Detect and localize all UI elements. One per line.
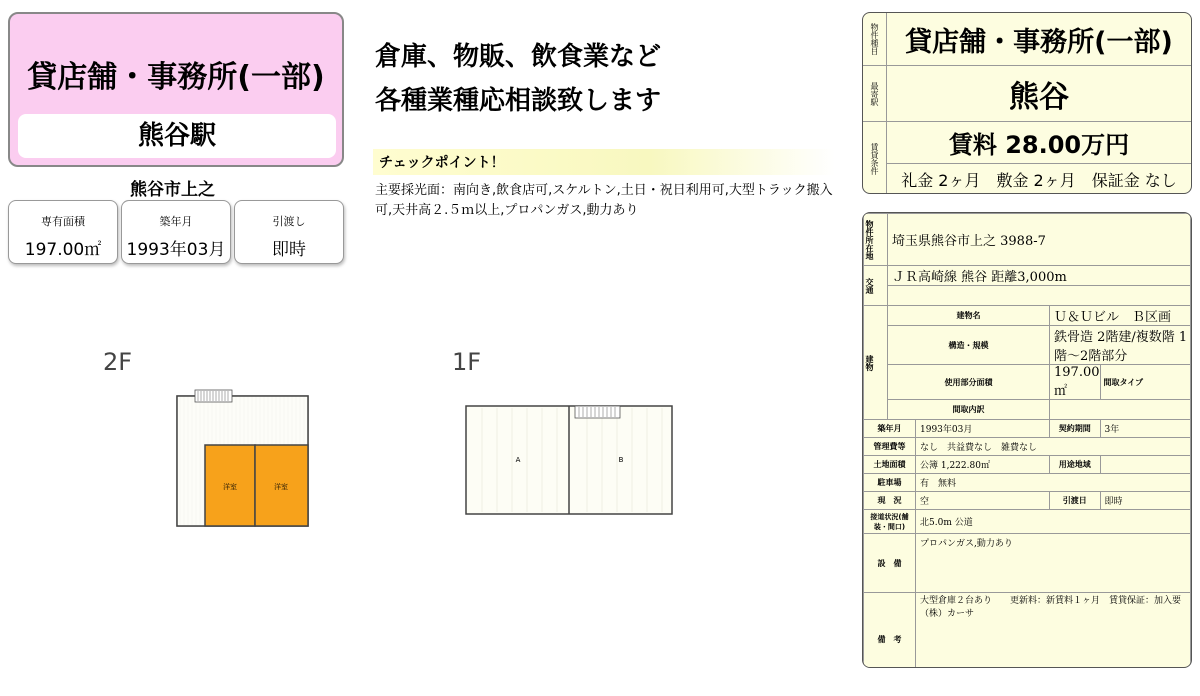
location-value: 埼玉県熊谷市上之 3988-7 xyxy=(888,214,1191,266)
summary-type-side: 物件種目 xyxy=(863,13,887,65)
stat-area-label: 専有面積 xyxy=(41,215,85,228)
property-type-title: 貸店舗・事務所(一部) xyxy=(27,60,325,95)
stat-handover-label: 引渡し xyxy=(272,215,306,228)
summary-box xyxy=(862,12,1192,194)
stat-built-value: 1993年03月 xyxy=(126,240,226,260)
layout-detail-value xyxy=(1050,400,1191,420)
summary-station-value: 熊谷 xyxy=(1009,79,1069,115)
area-label: 使用部分面積 xyxy=(888,365,1050,400)
stat-area-value: 197.00㎡ xyxy=(24,240,102,260)
structure-value: 鉄骨造 2階建/複数階 1階～2階部分 xyxy=(1050,326,1191,365)
equip-label: 設 備 xyxy=(864,534,916,593)
floor-plan-2f xyxy=(170,388,315,530)
catch-line-2: 各種業種応相談致します xyxy=(375,86,662,116)
status-label: 現 況 xyxy=(864,492,916,510)
parking-label: 駐車場 xyxy=(864,474,916,492)
zoning-value xyxy=(1100,456,1190,474)
structure-label: 構造・規模 xyxy=(888,326,1050,365)
stair-icon xyxy=(575,406,620,418)
handover-label: 引渡日 xyxy=(1050,492,1101,510)
area-value: 197.00㎡ xyxy=(1050,365,1101,400)
transport-label: 交通 xyxy=(864,266,888,306)
stat-handover-value: 即時 xyxy=(272,240,306,260)
summary-rent-value: 賃料 28.00万円 xyxy=(887,122,1191,164)
building-name-value: Ｕ＆Ｕビル Ｂ区画 xyxy=(1050,306,1191,326)
address-short: 熊谷市上之 xyxy=(130,180,215,200)
details-table xyxy=(862,212,1192,668)
zoning-label: 用途地域 xyxy=(1050,456,1101,474)
handover-value: 即時 xyxy=(1100,492,1190,510)
building-name-label: 建物名 xyxy=(888,306,1050,326)
built-value: 1993年03月 xyxy=(916,420,1050,438)
room-1f-a-label: A xyxy=(515,456,521,464)
layout-detail-label: 間取内訳 xyxy=(888,400,1050,420)
summary-type-value: 貸店舗・事務所(一部) xyxy=(905,26,1173,58)
floor-plan-1f xyxy=(462,400,677,518)
stat-handover xyxy=(234,200,344,264)
room-2f-b-label: 洋室 xyxy=(274,483,288,491)
status-value: 空 xyxy=(916,492,1050,510)
transport-value: ＪＲ高崎線 熊谷 距離3,000m xyxy=(888,266,1191,286)
built-label: 築年月 xyxy=(864,420,916,438)
contract-value: 3年 xyxy=(1100,420,1190,438)
stat-built xyxy=(121,200,231,264)
notes-value: 大型倉庫２台あり 更新料：新賃料１ヶ月 賃貸保証：加入要（株）カーサ xyxy=(916,593,1191,669)
summary-rent-side: 賃貸条件 xyxy=(863,122,887,194)
location-label: 物件所在地 xyxy=(864,214,888,266)
summary-type-row xyxy=(863,13,1191,66)
catch-copy xyxy=(375,35,661,123)
land-label: 土地面積 xyxy=(864,456,916,474)
mgmt-label: 管理費等 xyxy=(864,438,916,456)
mgmt-value: なし 共益費なし 雑費なし xyxy=(916,438,1191,456)
contract-label: 契約期間 xyxy=(1050,420,1101,438)
summary-station-row xyxy=(863,66,1191,122)
checkpoint-text: 主要採光面：南向き,飲食店可,スケルトン,土日・祝日利用可,大型トラック搬入可,天井高２.５ｍ以上,プロパンガス,動力あり xyxy=(375,183,833,218)
notes-label: 備 考 xyxy=(864,593,916,669)
property-type-card xyxy=(8,12,344,167)
layout-type-label: 間取タイプ xyxy=(1100,365,1190,400)
building-label: 建物 xyxy=(864,306,888,420)
floor-label-2f: 2F xyxy=(103,348,133,376)
checkpoint-title: チェックポイント！ xyxy=(373,149,835,175)
road-value: 北5.0m 公道 xyxy=(916,510,1191,534)
summary-terms-value: 礼金 2ヶ月 敷金 2ヶ月 保証金 なし xyxy=(901,171,1177,190)
room-2f-a-label: 洋室 xyxy=(223,483,237,491)
summary-station-side: 最寄駅 xyxy=(863,66,887,121)
stat-area xyxy=(8,200,118,264)
equip-value: プロパンガス,動力あり xyxy=(916,534,1191,593)
catch-line-1: 倉庫、物販、飲食業など xyxy=(375,42,662,72)
parking-value: 有 無料 xyxy=(916,474,1191,492)
station-name: 熊谷駅 xyxy=(18,114,336,158)
room-1f-b-label: B xyxy=(618,456,624,464)
floor-label-1f: 1F xyxy=(452,348,482,376)
transport-blank xyxy=(888,286,1191,306)
stair-icon xyxy=(195,390,232,402)
land-value: 公簿 1,222.80㎡ xyxy=(916,456,1050,474)
stat-built-label: 築年月 xyxy=(159,215,193,228)
road-label: 接道状況(舗装・間口) xyxy=(864,510,916,534)
summary-rent-row xyxy=(863,122,1191,194)
